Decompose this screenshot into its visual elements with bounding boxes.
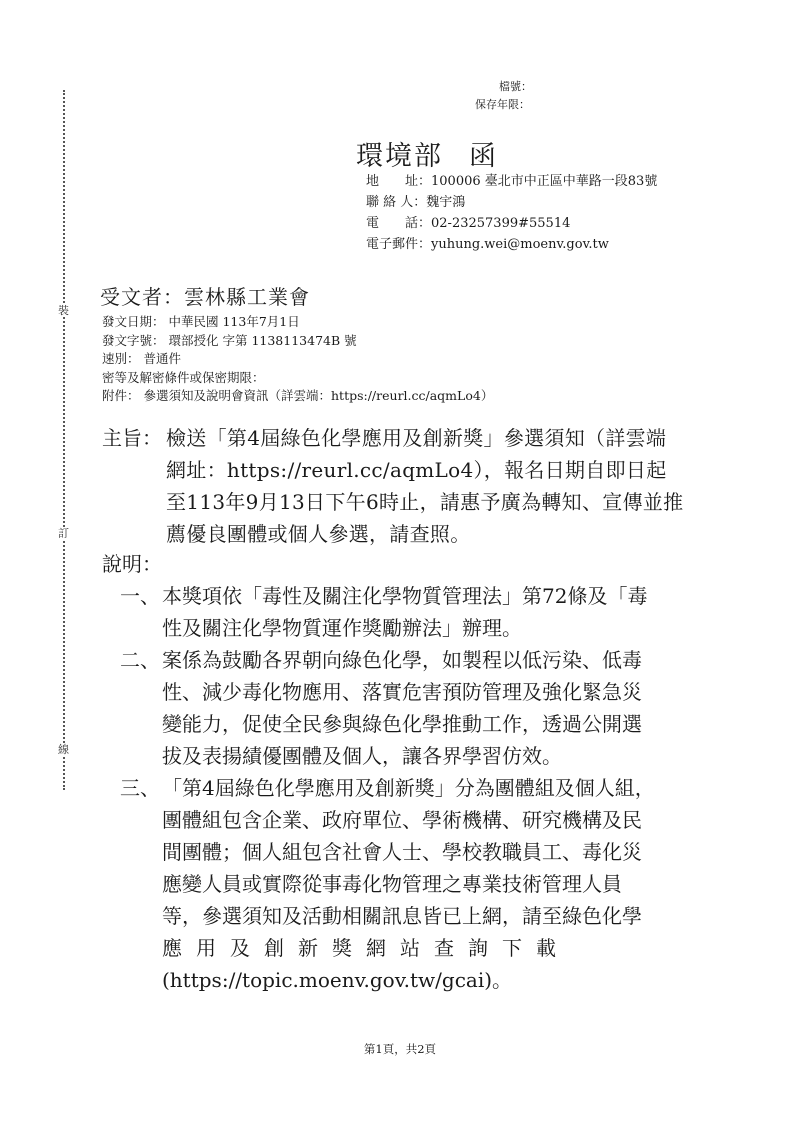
file-number-label: 檔號：: [499, 80, 532, 93]
issue-date-value: 中華民國 113年7月1日: [168, 314, 300, 329]
subject-line: 薦優良團體或個人參選，請查照。: [166, 522, 471, 546]
retention-period-label: 保存年限：: [475, 98, 530, 111]
speed-label: 速別：: [102, 351, 140, 366]
issue-number-label: 發文字號：: [102, 332, 165, 348]
attachment-value: 參選須知及說明會資訊（詳雲端：https://reurl.cc/aqmLo4）: [143, 388, 494, 403]
issue-number-value: 環部授化 字第 1138113474B 號: [168, 332, 357, 348]
email-label: 電子郵件：: [366, 237, 432, 252]
page-number: 第1頁，共2頁: [363, 1042, 437, 1056]
address-label: 地 址：: [366, 174, 432, 189]
item-line: 變能力，促使全民參與綠色化學推動工作，透過公開選: [162, 712, 642, 736]
phone-label: 電 話：: [366, 216, 432, 231]
subject-line: 網址：https://reurl.cc/aqmLo4），報名日期自即日起: [166, 458, 667, 482]
attachment-label: 附件：: [102, 388, 140, 403]
secrecy-label: 密等及解密條件或保密期限：: [102, 369, 265, 385]
item-number: 三、: [120, 776, 160, 800]
item-line: 應變人員或實際從事毒化物管理之專業技術管理人員: [162, 872, 622, 896]
margin-mark-middle: 訂: [58, 527, 69, 540]
address-value: 100006 臺北市中正區中華路一段83號: [431, 174, 658, 189]
item-number: 二、: [120, 648, 160, 672]
subject-label: 主旨：: [102, 426, 162, 450]
subject-body: [166, 422, 686, 550]
contact-person-value: 魏宇鴻: [426, 195, 466, 210]
item-line-spread: 應用及創新獎網站查詢下載: [162, 936, 570, 960]
item-line: 性、減少毒化物應用、落實危害預防管理及強化緊急災: [162, 680, 642, 704]
contact-person-label: 聯 絡 人：: [366, 195, 427, 210]
document-type: 函: [469, 141, 498, 172]
agency-name: 環境部: [356, 141, 443, 172]
subject-line: 至113年9月13日下午6時止，請惠予廣為轉知、宣傳並推: [166, 490, 684, 514]
item-line: 「第4屆綠色化學應用及創新獎」分為團體組及個人組，: [162, 776, 655, 800]
speed-value: 普通件: [143, 351, 182, 366]
binding-dotted-line: [63, 90, 65, 790]
recipient-line: [100, 281, 310, 310]
margin-mark-bottom: 線: [58, 743, 69, 756]
item-line: 等，參選須知及活動相關訊息皆已上網，請至綠色化學: [162, 904, 642, 928]
document-title: [356, 134, 498, 173]
item-line: 團體組包含企業、政府單位、學術機構、研究機構及民: [162, 808, 642, 832]
recipient-label: 受文者：: [100, 285, 184, 309]
website-url-line: (https://topic.moenv.gov.tw/gcai)。: [162, 968, 513, 992]
subject-line: 檢送「第4屆綠色化學應用及創新獎」參選須知（詳雲端: [166, 426, 667, 450]
item-line: 性及關注化學物質運作獎勵辦法」辦理。: [162, 616, 522, 640]
item-line: 本獎項依「毒性及關注化學物質管理法」第72條及「毒: [162, 584, 648, 608]
issue-date-label: 發文日期：: [102, 314, 165, 329]
phone-value: 02-23257399#55514: [431, 216, 571, 231]
item-line: 拔及表揚績優團體及個人，讓各界學習仿效。: [162, 744, 562, 768]
item-number: 一、: [120, 584, 160, 608]
margin-mark-top: 裝: [58, 304, 69, 317]
explanation-label: 說明：: [102, 552, 162, 576]
item-line: 間團體；個人組包含社會人士、學校教職員工、毒化災: [162, 840, 642, 864]
archive-info: [475, 78, 532, 114]
email-value: yuhung.wei@moenv.gov.tw: [431, 237, 609, 252]
item-line: 案係為鼓勵各界朝向綠色化學，如製程以低污染、低毒: [162, 648, 642, 672]
contact-block: [366, 171, 657, 255]
recipient-name: 雲林縣工業會: [184, 285, 310, 309]
issuance-meta: [102, 313, 493, 406]
